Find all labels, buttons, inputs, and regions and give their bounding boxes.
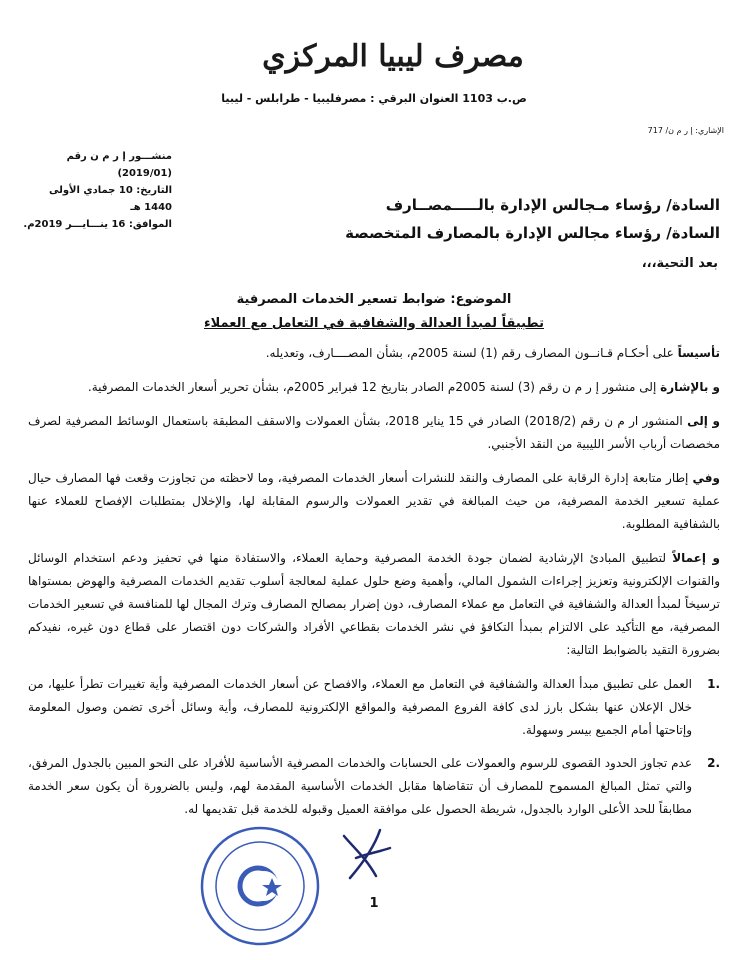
paragraph-4	[28, 467, 720, 536]
paragraph-lead: و إعمالاً	[672, 551, 720, 565]
recipient-line-1: السادة/ رؤساء مـجالس الإدارة بالـــــمصــارف	[385, 196, 720, 214]
letter-body	[28, 342, 720, 831]
recipient-line-2: السادة/ رؤساء مجالس الإدارة بالمصارف المتخصصة	[345, 224, 720, 242]
list-item-number: .1	[707, 677, 720, 691]
address-line: ص.ب 1103 العنوان البرقي : مصرفليبيا - طرابلس - ليبيا	[221, 92, 527, 105]
rules-list	[28, 673, 720, 821]
list-item-text: عدم تجاوز الحدود القصوى للرسوم والعمولات على الحسابات والخدمات المصرفية الأساسية للأفراد على النحو المبين بالجدول المرفق، والتي تمثل المبالغ المسموح للمصارف أن تتقاضاها مقابل الخدمات الأساسية المقدمة لهم، وليس بالضرورة أن يكون سعر الخدمة مطابقاً للحد الأعلى الوارد بالجدول، شريطة الحصول على موافقة العميل وقبوله للخدمة قبل تقديمها له.	[28, 756, 692, 816]
paragraph-lead: و بالإشارة	[660, 380, 720, 394]
reference-number: الإشاري: إ ر م ن/ 717	[647, 126, 724, 135]
paragraph-lead: تأسيساً	[677, 346, 720, 360]
circular-number: منشـــور إ ر م ن رقم (2019/01)	[66, 151, 172, 179]
paragraph-lead: وفي	[692, 471, 720, 485]
signature	[336, 818, 396, 888]
greeting: بعد التحية،،،	[641, 256, 718, 271]
official-stamp	[196, 822, 324, 950]
circular-meta	[22, 148, 172, 233]
subject-subtitle: تطبيقاً لمبدأ العدالة والشفافية في التعامل مع العملاء	[204, 316, 544, 331]
page-number: 1	[369, 896, 379, 911]
paragraph-5	[28, 547, 720, 662]
paragraph-text: إلى منشور إ ر م ن رقم (3) لسنة 2005م الصادر بتاريخ 12 فبراير 2005م، بشأن تحرير أسعار الخدمات المصرفية.	[87, 380, 657, 394]
paragraph-text: إطار متابعة إدارة الرقابة على المصارف والنقد للنشرات أسعار الخدمات المصرفية، وما لاحظته من تجاوزت وقعت فها المصارف حيال عملية تسعير الخدمة المصرفية، من حيث المبالغة في تقدير العمولات والرسوم المقابلة لها، والإخلال بمتطلبات الإفصاح للعملاء عنها بالشفافية المطلوبة.	[28, 471, 720, 531]
paragraph-text: المنشور ار م ن رقم (2018/2) الصادر في 15 يناير 2018، بشأن العمولات والاسقف المطبقة باستعمال الوسائط المصرفية لصرف مخصصات أرباب الأسر الليبية من النقد الأجنبي.	[28, 414, 720, 451]
paragraph-lead: و إلى	[687, 414, 720, 428]
bank-logo	[262, 18, 524, 88]
date-hijri: التاريخ: 10 جمادي الأولى 1440 هـ	[48, 185, 172, 213]
date-gregorian: الموافق: 16 ينـــايـــر 2019م.	[23, 219, 172, 230]
list-item-number: .2	[707, 756, 720, 770]
list-item-text: العمل على تطبيق مبدأ العدالة والشفافية في التعامل مع العملاء، والافصاح عن أسعار الخدمات المصرفية وأية تغييرات تطرأ عليها، من خلال الإعلان عنها بشكل بارز لدى كافة الفروع المصرفية والمواقع الإلكترونية للمصارف، وأية وسائل أخرى تضمن وصول المعلومة وإتاحتها أمام الجميع بيسر وسهولة.	[28, 677, 692, 737]
logo-text: مصرف ليبيا المركزي	[262, 39, 524, 74]
paragraph-text: لتطبيق المبادئ الإرشادية لضمان جودة الخدمة المصرفية وحماية العملاء، والاستفادة منها في تحفيز ودعم استخدام الوسائل والقنوات الإلكترونية وتعزيز إجراءات الشمول المالي، وأهمية وضع حلول عملية لمعالجة أسلوب تقديم الخدمات المصرفية والهوض بمستواها ترسيخاً لمبدأ العدالة والشفافية في التعامل مع عملاء المصارف، دون إضرار بمصالح المصارف وترك المجال لها للمنافسة في تسعير الخدمات المصرفية، مع التأكيد على الالتزام بمبدأ التكافؤ في نشر الخدمات بقطاعي الأفراد والشركات دون اقتصار على قطاع دون غيره، نفيدكم بضرورة التقيد بالضوابط التالية:	[28, 551, 720, 657]
paragraph-text: على أحكـام قـانــون المصارف رقم (1) لسنة 2005م، بشأن المصــــارف، وتعديله.	[265, 346, 674, 360]
paragraph-3	[28, 410, 720, 456]
list-item	[28, 673, 720, 742]
paragraph-2	[28, 376, 720, 399]
subject-title: الموضوع: ضوابط تسعير الخدمات المصرفية	[236, 292, 512, 307]
list-item	[28, 752, 720, 821]
paragraph-1	[28, 342, 720, 365]
